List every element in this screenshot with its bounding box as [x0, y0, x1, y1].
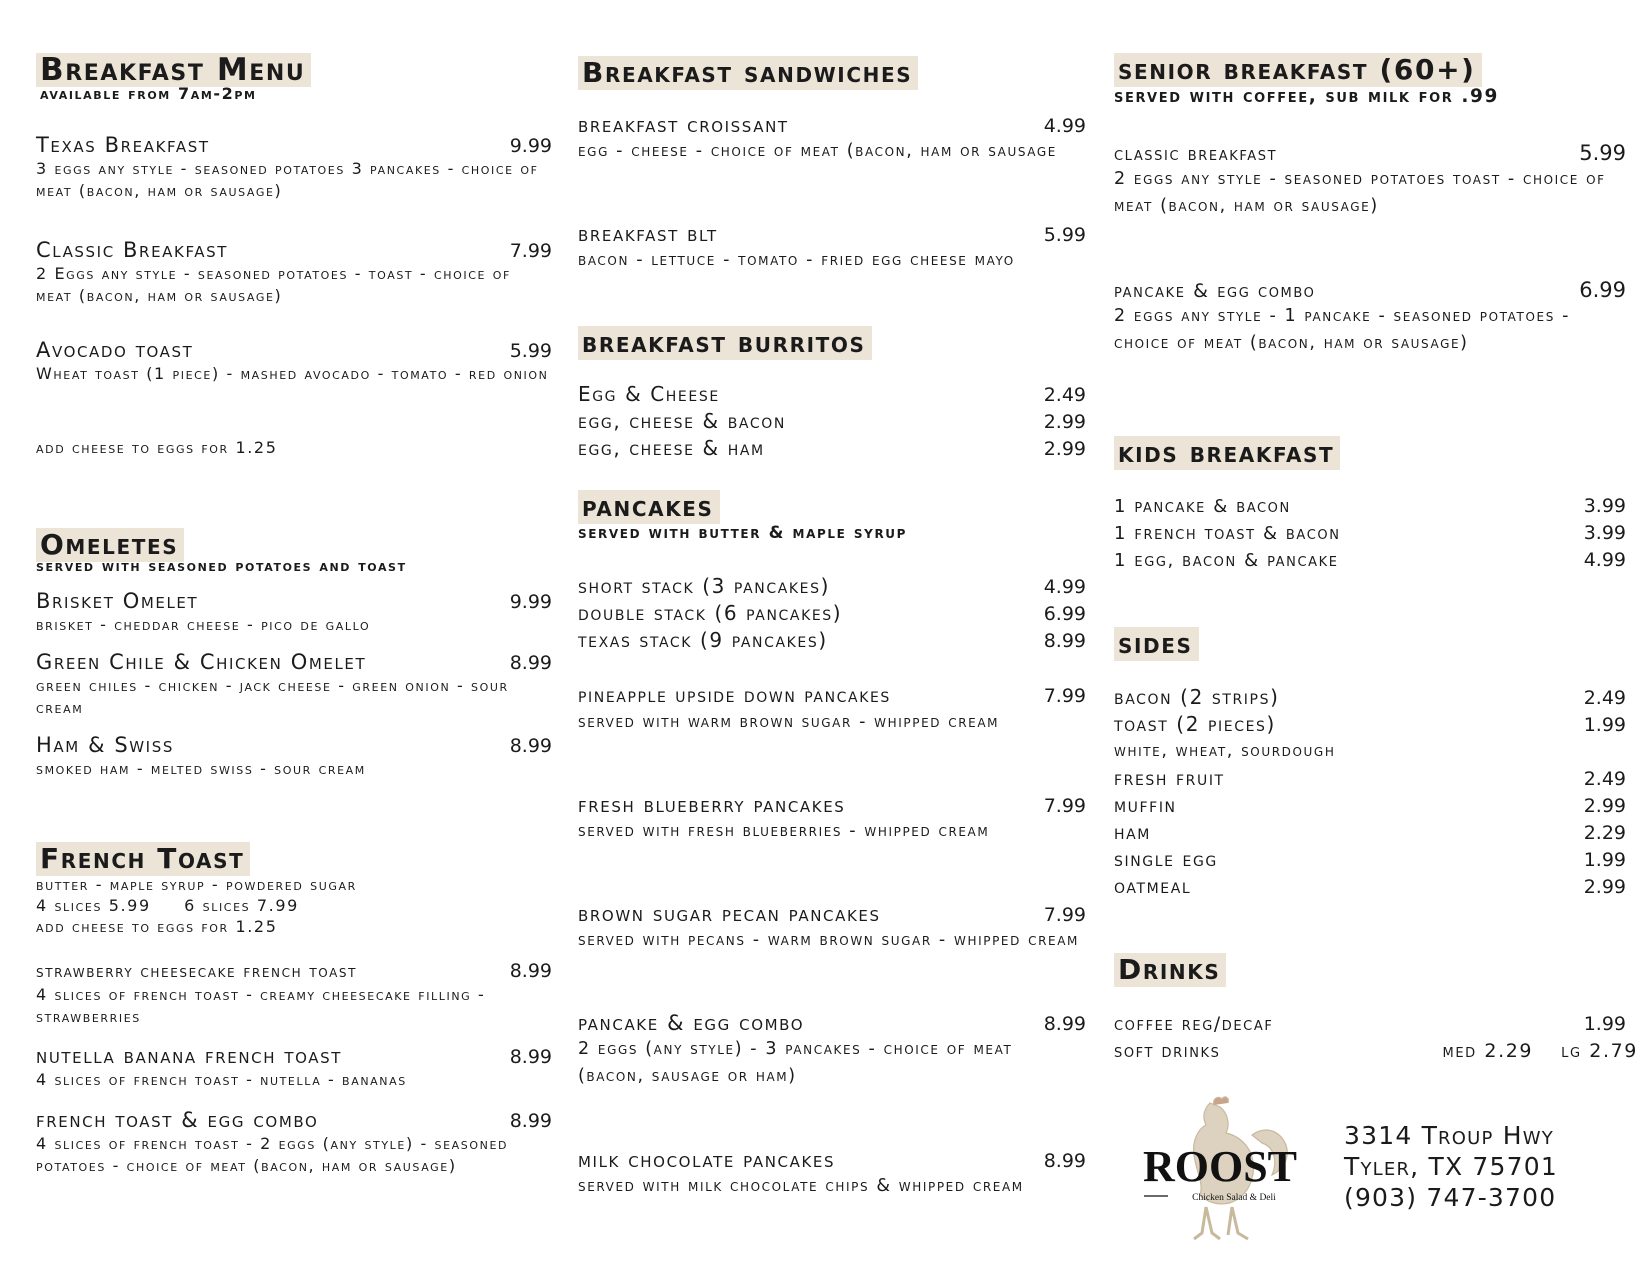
- item-name: pancake & egg combo: [1114, 280, 1316, 302]
- item-price: 2.29: [1583, 822, 1626, 844]
- item-name: Green Chile & Chicken Omelet: [36, 650, 367, 674]
- item-price: 2.99: [1583, 795, 1626, 817]
- item-name: Brisket Omelet: [36, 589, 199, 613]
- item-price: 5.99: [1043, 224, 1086, 246]
- french-toast-line: butter - maple syrup - powdered sugar: [36, 875, 357, 894]
- pancakes-title: pancakes: [578, 490, 720, 524]
- kids-list: [1114, 493, 1626, 574]
- list-item: [1114, 520, 1626, 547]
- item-name: ham: [1114, 820, 1151, 844]
- french-toast-title: French Toast: [36, 842, 250, 876]
- item-description: 4 slices of french toast - creamy cheesecake filling - strawberries: [36, 985, 486, 1026]
- menu-item: [578, 1010, 1086, 1090]
- item-name: Egg & Cheese: [578, 382, 720, 406]
- french-toast-line: 4 slices 5.99 6 slices 7.99: [36, 896, 299, 915]
- list-item: [578, 381, 1086, 408]
- item-price: 9.99: [509, 135, 552, 157]
- list-item: [1114, 819, 1626, 846]
- item-name: Texas Breakfast: [36, 133, 210, 157]
- item-price: 2.99: [1583, 876, 1626, 898]
- menu-item: [1114, 140, 1626, 220]
- menu-item: [578, 112, 1086, 165]
- item-description: served with warm brown sugar - whipped cream: [578, 712, 1000, 732]
- item-name: fresh blueberry pancakes: [578, 793, 846, 817]
- menu-column-2: [578, 0, 1086, 1275]
- item-name: Avocado toast: [36, 338, 194, 362]
- item-price: 3.99: [1583, 522, 1626, 544]
- item-name: pineapple upside down pancakes: [578, 684, 891, 707]
- item-name: french toast & egg combo: [36, 1108, 319, 1132]
- item-description: 2 Eggs any style - seasoned potatoes - toast - choice of meat (bacon, ham or sausage): [36, 264, 511, 305]
- item-price: 1.99: [1583, 714, 1626, 736]
- french-toast-line: add cheese to eggs for 1.25: [36, 917, 278, 936]
- menu-item: [578, 221, 1086, 274]
- omeletes-title: Omeletes: [36, 528, 184, 562]
- item-price: 8.99: [1043, 1150, 1086, 1172]
- item-description: bacon - lettuce - tomato - fried egg cheese mayo: [578, 250, 1015, 270]
- item-name: 1 egg, bacon & pancake: [1114, 550, 1339, 571]
- item-price: 7.99: [1043, 685, 1086, 707]
- item-name: double stack (6 pancakes): [578, 601, 843, 625]
- item-name: fresh fruit: [1114, 766, 1225, 790]
- item-price: 4.99: [1043, 576, 1086, 598]
- list-item: [1114, 684, 1626, 711]
- item-price: 4.99: [1583, 549, 1626, 571]
- list-item: [1114, 493, 1626, 520]
- item-name: strawberry cheesecake french toast: [36, 962, 358, 982]
- menu-item: [36, 337, 552, 385]
- pancakes-subtitle: served with butter & maple syrup: [578, 523, 908, 543]
- item-name: soft drinks: [1114, 1041, 1221, 1062]
- item-price: 8.99: [1043, 630, 1086, 652]
- item-price: 3.99: [1583, 495, 1626, 517]
- item-name: bacon (2 strips): [1114, 685, 1280, 709]
- item-description: 2 eggs any style - 1 pancake - seasoned potatoes - choice of meat (bacon, ham or sausage): [1114, 306, 1570, 353]
- item-name: muffin: [1114, 793, 1177, 817]
- senior-subtitle: served with coffee, sub milk for .99: [1114, 86, 1499, 107]
- item-price: 6.99: [1579, 278, 1626, 302]
- item-description: brisket - cheddar cheese - pico de gallo: [36, 615, 371, 634]
- cheese-note: add cheese to eggs for 1.25: [36, 438, 278, 457]
- menu-item: [36, 1043, 552, 1091]
- large-price: lg 2.79: [1561, 1040, 1638, 1062]
- burrito-list: [578, 381, 1086, 462]
- drinks-list: [1114, 1011, 1638, 1065]
- item-name: egg, cheese & bacon: [578, 409, 786, 433]
- item-name: short stack (3 pancakes): [578, 574, 830, 598]
- item-name: toast (2 pieces): [1114, 712, 1276, 736]
- item-description: 2 eggs (any style) - 3 pancakes - choice of meat (bacon, sausage or ham): [578, 1039, 1013, 1086]
- item-price: 5.99: [1579, 141, 1626, 165]
- item-name: breakfast blt: [578, 222, 718, 246]
- kids-breakfast-title: kids breakfast: [1114, 436, 1340, 470]
- sides-title: sides: [1114, 627, 1199, 661]
- item-price: 9.99: [509, 591, 552, 613]
- menu-item: [36, 1107, 552, 1176]
- item-name: brown sugar pecan pancakes: [578, 902, 881, 926]
- list-item: [578, 600, 1086, 627]
- availability-note: available from 7am-2pm: [40, 84, 257, 103]
- item-name: coffee reg/decaf: [1114, 1014, 1274, 1035]
- sandwiches-title: Breakfast sandwiches: [578, 56, 918, 90]
- menu-item: [578, 683, 1086, 736]
- menu-item: [578, 792, 1086, 845]
- item-description: smoked ham - melted swiss - sour cream: [36, 759, 366, 778]
- address-city: Tyler, TX 75701: [1344, 1152, 1558, 1181]
- item-price: 2.99: [1043, 411, 1086, 433]
- burritos-title: breakfast burritos: [578, 326, 872, 360]
- item-name: texas stack (9 pancakes): [578, 628, 828, 652]
- list-item: [1114, 792, 1626, 819]
- item-price: 1.99: [1583, 849, 1626, 871]
- item-price: 6.99: [1043, 603, 1086, 625]
- item-name: Classic Breakfast: [36, 238, 229, 262]
- item-name: single egg: [1114, 847, 1218, 871]
- list-item: [1114, 547, 1626, 574]
- menu-column-1: [36, 0, 552, 1275]
- list-item: [1114, 873, 1626, 900]
- item-name: breakfast croissant: [578, 113, 789, 137]
- item-price: 8.99: [509, 1046, 552, 1068]
- item-name: classic breakfast: [1114, 143, 1278, 165]
- item-description: 2 eggs any style - seasoned potatoes toast - choice of meat (bacon, ham or sausage): [1114, 169, 1606, 216]
- drinks-title: Drinks: [1114, 953, 1226, 987]
- list-item: [1114, 1038, 1638, 1065]
- menu-item: [36, 132, 552, 201]
- item-name: white, wheat, sourdough: [1114, 741, 1336, 761]
- list-item: [1114, 711, 1626, 738]
- item-price: 4.99: [1043, 115, 1086, 137]
- list-item: [578, 573, 1086, 600]
- logo-wordmark: ROOST: [1142, 1142, 1298, 1191]
- item-description: served with fresh blueberries - whipped cream: [578, 821, 990, 841]
- address-street: 3314 Troup Hwy: [1344, 1121, 1554, 1150]
- menu-item: [578, 1147, 1086, 1200]
- item-description: egg - cheese - choice of meat (bacon, ham or sausage: [578, 141, 1057, 161]
- item-description: 4 slices of french toast - nutella - bananas: [36, 1070, 407, 1089]
- list-item: [1114, 846, 1626, 873]
- item-price: 2.49: [1583, 768, 1626, 790]
- menu-column-3: [1114, 0, 1638, 1275]
- menu-item: [36, 649, 552, 718]
- menu-item: [36, 732, 552, 780]
- item-name: milk chocolate pancakes: [578, 1148, 836, 1172]
- item-description: 3 eggs any style - seasoned potatoes 3 pancakes - choice of meat (bacon, ham or sausage): [36, 159, 539, 200]
- item-price: 2.49: [1583, 687, 1626, 709]
- item-name: Ham & Swiss: [36, 733, 174, 757]
- address-block: [1344, 1120, 1558, 1213]
- item-price: 8.99: [509, 735, 552, 757]
- item-price: 8.99: [509, 1110, 552, 1132]
- logo-tagline: Chicken Salad & Deli: [1192, 1193, 1276, 1203]
- phone-number[interactable]: (903) 747-3700: [1344, 1183, 1557, 1212]
- list-item: [1114, 1011, 1638, 1038]
- item-description: green chiles - chicken - jack cheese - green onion - sour cream: [36, 676, 509, 717]
- item-price: 7.99: [1043, 904, 1086, 926]
- item-price: 8.99: [509, 960, 552, 982]
- senior-breakfast-title: senior breakfast (60+): [1114, 53, 1482, 87]
- list-item: [578, 435, 1086, 462]
- item-price: 1.99: [1583, 1013, 1626, 1035]
- list-item: [578, 627, 1086, 654]
- rooster-icon: [1140, 1095, 1300, 1245]
- item-price: 2.49: [1043, 384, 1086, 406]
- omeletes-subtitle: served with seasoned potatoes and toast: [36, 556, 407, 575]
- item-description: served with milk chocolate chips & whipped cream: [578, 1176, 1024, 1196]
- list-item: [1114, 738, 1626, 765]
- item-name: pancake & egg combo: [578, 1011, 805, 1035]
- list-item: [578, 408, 1086, 435]
- item-price: 8.99: [509, 652, 552, 674]
- medium-price: med 2.29: [1442, 1040, 1534, 1062]
- item-price: 2.99: [1043, 438, 1086, 460]
- item-price: 5.99: [509, 340, 552, 362]
- item-price: 7.99: [1043, 795, 1086, 817]
- item-name: 1 french toast & bacon: [1114, 523, 1341, 544]
- item-description: served with pecans - warm brown sugar - whipped cream: [578, 930, 1079, 950]
- item-description: Wheat toast (1 piece) - mashed avocado - tomato - red onion: [36, 364, 549, 383]
- menu-item: [1114, 277, 1626, 357]
- item-price: 7.99: [509, 240, 552, 262]
- item-description: 4 slices of french toast - 2 eggs (any style) - seasoned potatoes - choice of meat (bacon, ham or sausage): [36, 1134, 509, 1175]
- menu-item: [36, 588, 552, 636]
- item-name: egg, cheese & ham: [578, 436, 765, 460]
- menu-item: [36, 237, 552, 306]
- sides-list: [1114, 684, 1626, 900]
- stack-list: [578, 573, 1086, 654]
- breakfast-menu-title: Breakfast Menu: [36, 53, 311, 87]
- item-name: 1 pancake & bacon: [1114, 496, 1291, 517]
- menu-item: [36, 958, 552, 1027]
- roost-logo: [1140, 1095, 1300, 1245]
- item-price: 8.99: [1043, 1013, 1086, 1035]
- item-name: oatmeal: [1114, 874, 1192, 898]
- list-item: [1114, 765, 1626, 792]
- item-name: nutella banana french toast: [36, 1044, 343, 1068]
- menu-item: [578, 901, 1086, 954]
